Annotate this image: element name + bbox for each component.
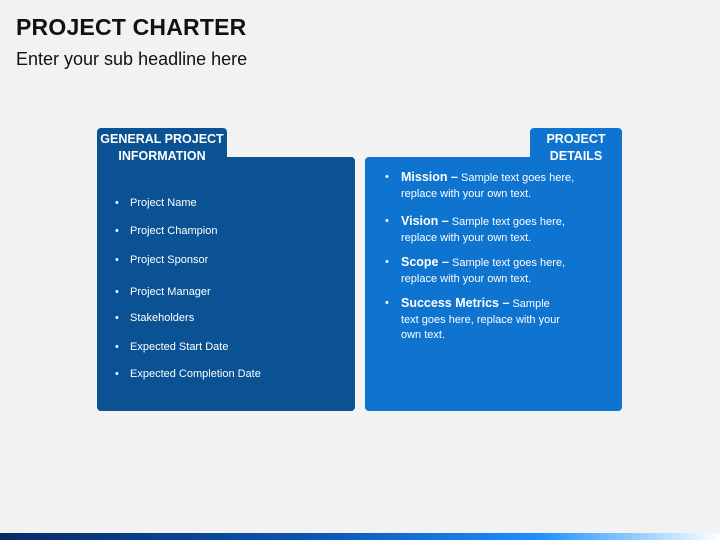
project-details-heading-line2: DETAILS	[549, 149, 603, 163]
list-item: • Project Manager	[115, 286, 211, 298]
project-details-heading-line1: PROJECT	[546, 132, 606, 146]
detail-item-scope: • Scope – Sample text goes here, replace with your own text.	[385, 255, 566, 285]
list-item-label: Project Champion	[130, 225, 218, 237]
bottom-accent-bar	[0, 533, 720, 540]
page-subtitle: Enter your sub headline here	[16, 49, 248, 69]
list-item: • Project Name	[115, 197, 197, 209]
list-item-label: Stakeholders	[130, 312, 195, 324]
detail-heading: Vision –	[401, 214, 449, 228]
list-item-label: Project Name	[130, 197, 197, 209]
detail-heading: Scope –	[401, 255, 449, 269]
detail-text: Sample text goes here, replace with your own text.	[401, 298, 560, 341]
detail-text: Sample text goes here, replace with your own text.	[401, 216, 565, 244]
list-item-label: Expected Completion Date	[130, 368, 261, 380]
page-title: PROJECT CHARTER	[16, 14, 247, 40]
detail-item-vision: • Vision – Sample text goes here, replace with your own text.	[385, 214, 565, 244]
list-item-label: Expected Start Date	[130, 341, 229, 353]
detail-item-mission: • Mission – Sample text goes here, replace with your own text.	[385, 170, 575, 200]
list-item: • Expected Completion Date	[115, 368, 261, 380]
list-item: • Stakeholders	[115, 312, 195, 324]
detail-heading: Success Metrics –	[401, 296, 510, 310]
general-info-heading-line1: GENERAL PROJECT	[100, 132, 224, 146]
general-info-heading	[97, 131, 227, 165]
project-details-heading	[530, 131, 622, 165]
list-item-label: Project Manager	[130, 286, 211, 298]
general-info-heading-line2: INFORMATION	[118, 149, 206, 163]
list-item: • Project Champion	[115, 225, 218, 237]
list-item-label: Project Sponsor	[130, 254, 209, 266]
list-item: • Project Sponsor	[115, 254, 209, 266]
list-item: • Expected Start Date	[115, 341, 229, 353]
detail-text: Sample text goes here, replace with your own text.	[401, 257, 566, 285]
detail-heading: Mission –	[401, 170, 458, 184]
detail-text: Sample text goes here, replace with your own text.	[401, 172, 575, 200]
detail-item-success-metrics: • Success Metrics – Sample text goes here, replace with your own text.	[385, 296, 560, 341]
